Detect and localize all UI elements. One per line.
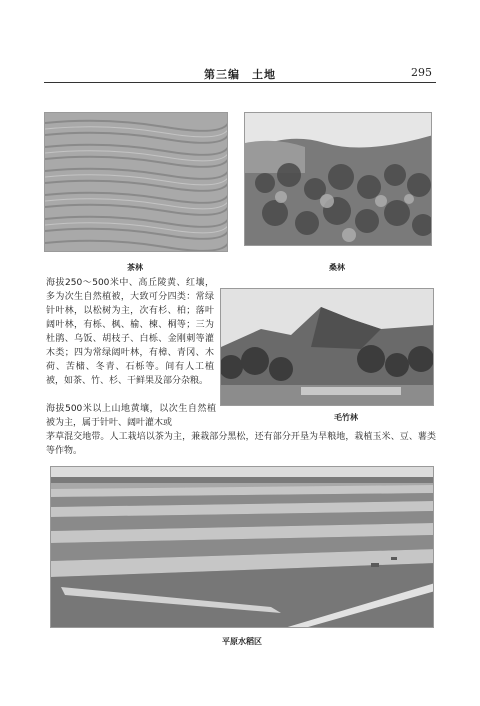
paragraph-low-hills: 海拔250～500米中、高丘陵黄、红壤，多为次生自然植被，大致可分四类：常绿针叶林，以松树为主，次有杉、柏；落叶阔叶林，有栎、枫、榆、楝、桐等；三为杜鹃、乌饭、胡枝子、白栎、金刚刺等灌木类；四为常绿阔叶林，有樟、青冈、木荷、苦槠、冬青、石栎等。间有人工植被，如茶、竹、杉、干鲜果及部分杂粮。 (46, 278, 214, 386)
bamboo-forest-photo (220, 288, 434, 406)
paragraph-mountain-tail: 茅草混交地带。人工栽培以茶为主，兼栽部分黑松，还有部分开垦为旱粮地，栽植玉米、豆、薯类等作物。 (46, 432, 436, 456)
header-rule (44, 82, 436, 83)
tea-caption: 茶林 (127, 263, 143, 272)
mulberry-forest-photo (244, 112, 432, 246)
paragraph-mountain-head: 海拔500米以上山地黄壤，以次生自然植被为主，属于针叶、阔叶灌木或 (46, 404, 216, 428)
tea-plantation-photo (44, 112, 228, 252)
page-number: 295 (411, 66, 432, 79)
paddy-caption: 平原水稻区 (222, 637, 262, 646)
chapter-header: 第三编 土地 (204, 68, 276, 81)
paddy-field-photo (50, 466, 434, 628)
mulberry-caption: 桑林 (329, 263, 345, 272)
bamboo-caption: 毛竹林 (334, 413, 358, 422)
